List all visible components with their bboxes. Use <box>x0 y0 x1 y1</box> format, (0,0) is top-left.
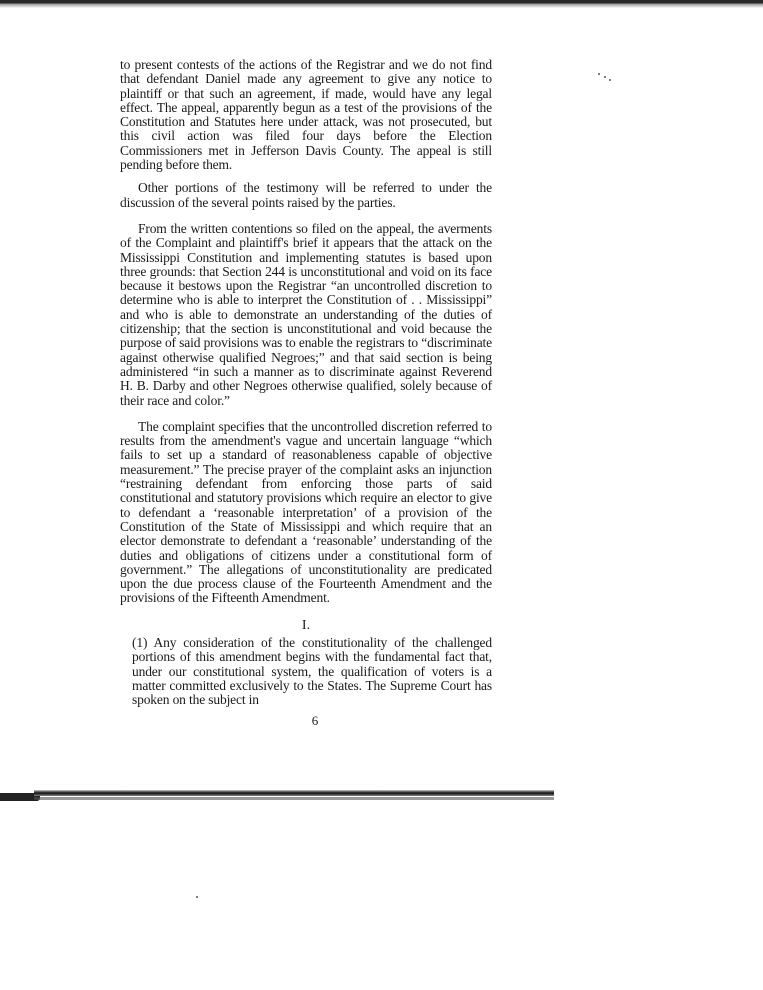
paragraph: The complaint specifies that the uncontrolled discretion referred to results from the amendment's vague and uncertain language “which fails to set up a standard of reasonableness capable of objective measurement.” The precise prayer of the complaint asks an injunction “restraining defendant from enforcing those parts of said constitutional and statutory provisions which require an elector to give to defendant a ‘reasonable interpretation’ of a provision of the Constitution of the State of Mississippi and which require that an elector demonstrate to defendant a ‘reasonable’ understanding of the duties and obligations of citizens under a constitutional form of government.” The allegations of unconstitutionality are predicated upon the due process clause of the Fourteenth Amendment and the provisions of the Fifteenth Amendment. <box>120 418 492 606</box>
paragraph: to present contests of the actions of the Registrar and we do not find that defendant Daniel made any agreement to give any notice to plaintiff or that such an agreement, if made, would have any legal effect. The appeal, apparently begun as a test of the provisions of the Constitution and Statutes here under attack, was not prosecuted, but this civil action was filed four days before the Election Commissioners met in Jefferson Davis County. The appeal is still pending before them. <box>120 57 492 173</box>
paragraph: From the written contentions so filed on the appeal, the averments of the Complaint and plaintiff's brief it appears that the attack on the Mississippi Constitution and implementing statutes is based upon three grounds: that Section 244 is unconstitutional and void on its face because it bestows upon the Registrar “an uncontrolled discretion to determine who is able to interpret the Constitution of . . Mississippi” and who is able to demonstrate an understanding of the duties of citizenship; that the section is unconstitutional and void because the purpose of said provisions was to enable the registrars to “discriminate against otherwise qualified Negroes;” and that said section is being administered “in such a manner as to discriminate against Reverend H. B. Darby and other Negroes otherwise qualified, solely because of their race and color.” <box>120 220 492 408</box>
scan-speck <box>196 896 198 898</box>
page-number: 6 <box>311 713 319 728</box>
scan-top-edge <box>0 0 763 10</box>
scan-speck <box>598 73 600 75</box>
section-heading: I. <box>301 618 311 633</box>
paragraph: Other portions of the testimony will be referred to under the discussion of the several points raised by the parties. <box>120 180 492 210</box>
scan-bottom-rule-shadow <box>34 797 554 800</box>
section-paragraph-container <box>132 636 492 707</box>
document-body <box>120 58 492 606</box>
section-paragraph: (1) Any consideration of the constitutionality of the challenged portions of this amendment begins with the fundamental fact that, under our constitutional system, the qualification of voters is a matter committed exclusively to the States. The Supreme Court has spoken on the subject in <box>132 635 492 708</box>
scan-speck <box>604 76 606 78</box>
scan-bottom-rule <box>34 790 554 796</box>
scan-speck <box>609 79 611 81</box>
